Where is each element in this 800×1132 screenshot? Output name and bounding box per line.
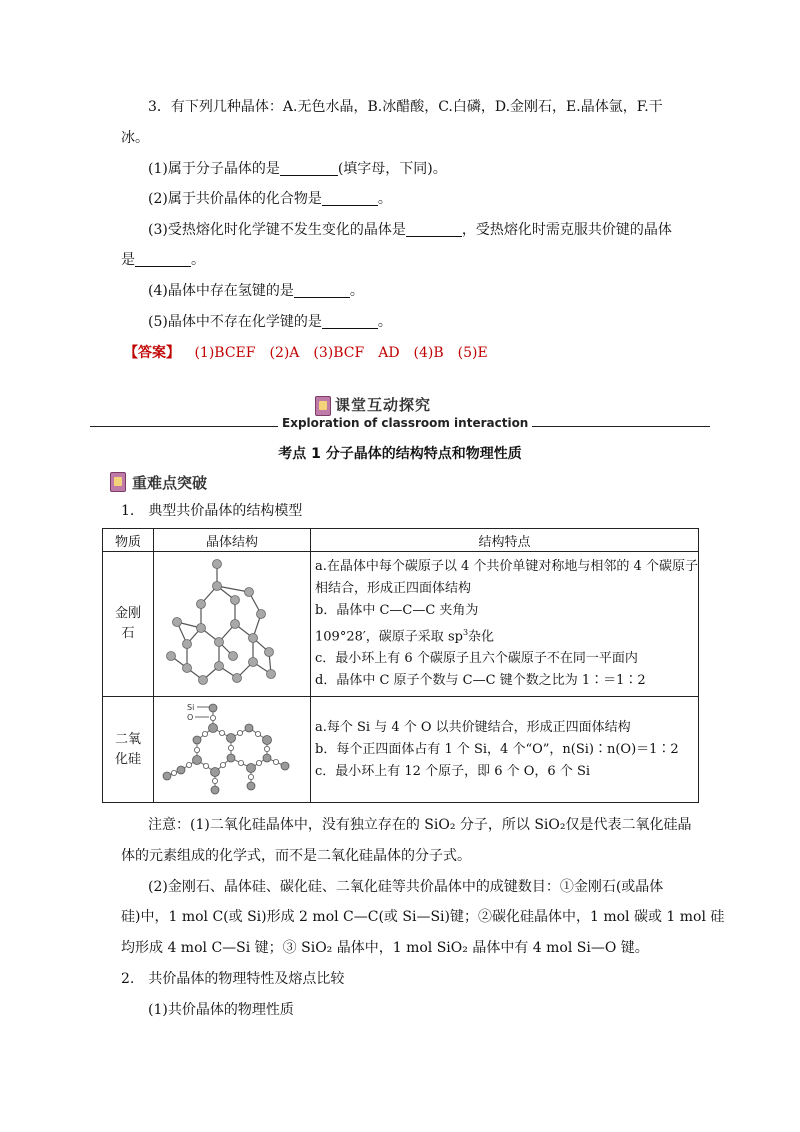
q3-sub2-tail: 。 (377, 191, 392, 207)
silica-structure-image (154, 697, 311, 803)
sub-banner-label: 重难点突破 (132, 474, 208, 492)
book-icon (315, 396, 331, 416)
answer-blank (135, 252, 191, 267)
q3-sub3-cont-text: 是 (121, 252, 135, 268)
book-icon (110, 472, 126, 492)
note1-line2: 体的元素组成的化学式，而不是二氧化硅晶体的分子式。 (121, 848, 471, 864)
feature-item (315, 622, 698, 648)
silica-features (311, 697, 699, 803)
feature-item: a.在晶体中每个碳原子以 4 个共价单键对称地与相邻的 4 个碳原子相结合，形成正四面体结构 (315, 558, 698, 596)
feature-item: c．最小环上有 6 个碳原子且六个碳原子不在同一平面内 (315, 651, 638, 667)
section1-title: 1. 典型共价晶体的结构模型 (121, 503, 303, 519)
q3-sub5-text: (5)晶体中不存在化学键的是 (148, 314, 322, 330)
diamond-lattice-diagram (157, 552, 307, 692)
table-row (103, 552, 699, 697)
row-name (103, 552, 154, 697)
topic-title: 考点 1 分子晶体的结构特点和物理性质 (278, 446, 522, 462)
table-row (103, 697, 699, 803)
note2-line2: 硅)中，1 mol C(或 Si)形成 2 mol C—C(或 Si—Si)键；②碳化硅晶体中，1 mol 碳或 1 mol 硅 (121, 909, 725, 925)
row-name-line: 化硅 (114, 751, 141, 767)
note1-line1: 注意：(1)二氧化硅晶体中，没有独立存在的 SiO₂ 分子，所以 SiO₂仅是代表二氧化硅晶 (148, 817, 692, 833)
q3-sub4 (148, 281, 364, 301)
q3-sub3 (148, 220, 672, 240)
note2-line1: (2)金刚石、晶体硅、碳化硅、二氧化硅等共价晶体中的成键数目：①金刚石(或晶体 (148, 879, 664, 895)
answer-blank (294, 283, 350, 298)
q3-sub3-text: (3)受热熔化时化学键不发生变化的晶体是 (148, 222, 406, 238)
answer-blank (322, 314, 378, 329)
q3-sub1-tail: (填字母，下同)。 (337, 161, 447, 177)
answer-blank (406, 222, 462, 237)
row-name-line: 二氧 (114, 731, 141, 747)
q3-sub1-text: (1)属于分子晶体的是 (148, 161, 280, 177)
feature-text: 109°28′，碳原子采取 sp (315, 629, 463, 645)
feature-item: d．晶体中 C 原子个数与 C—C 键个数之比为 1∶＝1∶2 (315, 673, 646, 689)
o-label: O (187, 712, 194, 722)
q3-sub2-text: (2)属于共价晶体的化合物是 (148, 191, 322, 207)
q3-sub4-tail: 。 (349, 283, 364, 299)
answer-text: (1)BCEF (2)A (3)BCF AD (4)B (5)E (194, 345, 488, 361)
silica-lattice-diagram (157, 698, 307, 798)
diamond-structure-image (154, 552, 311, 697)
structure-table (102, 528, 699, 803)
header-cell: 物质 (103, 529, 154, 552)
banner-title: 课堂互动探究 (335, 396, 432, 414)
si-label: Si (187, 702, 195, 712)
row-name (103, 697, 154, 803)
answer-blank (322, 191, 378, 206)
superscript: 3 (462, 627, 469, 637)
answer-line (124, 343, 488, 363)
answer-tag: 【答案】 (124, 345, 180, 361)
feature-item: b．每个正四面体占有 1 个 Si，4 个“O”，n(Si)∶n(O)＝1∶2 (315, 741, 679, 757)
q3-sub5-tail: 。 (377, 314, 392, 330)
q3-stem-line1: 3．有下列几种晶体：A.无色水晶，B.冰醋酸，C.白磷，D.金刚石，E.晶体氩，F.干 (148, 99, 663, 115)
banner-subtitle: Exploration of classroom interaction (278, 416, 532, 430)
row-name-line: 金刚 (114, 606, 141, 621)
q3-sub3-cont-tail: 。 (191, 252, 205, 268)
q3-sub2 (148, 189, 392, 209)
q3-sub3-cont (121, 250, 205, 270)
feature-item: c．最小环上有 12 个原子，即 6 个 O，6 个 Si (315, 763, 591, 779)
feature-item: a.每个 Si 与 4 个 O 以共价键结合，形成正四面体结构 (315, 719, 631, 735)
note2-line3: 均形成 4 mol C—Si 键；③ SiO₂ 晶体中，1 mol SiO₂ 晶体中有 4 mol Si—O 键。 (121, 940, 649, 956)
section2-subtitle: (1)共价晶体的物理性质 (148, 1002, 294, 1018)
q3-sub4-text: (4)晶体中存在氢键的是 (148, 283, 294, 299)
section2-title: 2. 共价晶体的物理特性及熔点比较 (121, 971, 345, 987)
feature-item: b．晶体中 C—C—C 夹角为 (315, 602, 479, 618)
diamond-features (311, 552, 699, 697)
q3-sub1 (148, 159, 447, 179)
row-name-line: 石 (121, 626, 135, 641)
section-banner (90, 392, 710, 438)
header-cell: 结构特点 (311, 529, 699, 552)
feature-text: 杂化 (468, 629, 495, 645)
header-cell: 晶体结构 (154, 529, 311, 552)
q3-sub3-mid: ，受热熔化时需克服共价键的晶体 (461, 222, 672, 238)
answer-blank (280, 161, 338, 176)
q3-sub5 (148, 312, 392, 332)
table-header-row (103, 529, 699, 552)
q3-stem-line2: 冰。 (121, 130, 149, 146)
